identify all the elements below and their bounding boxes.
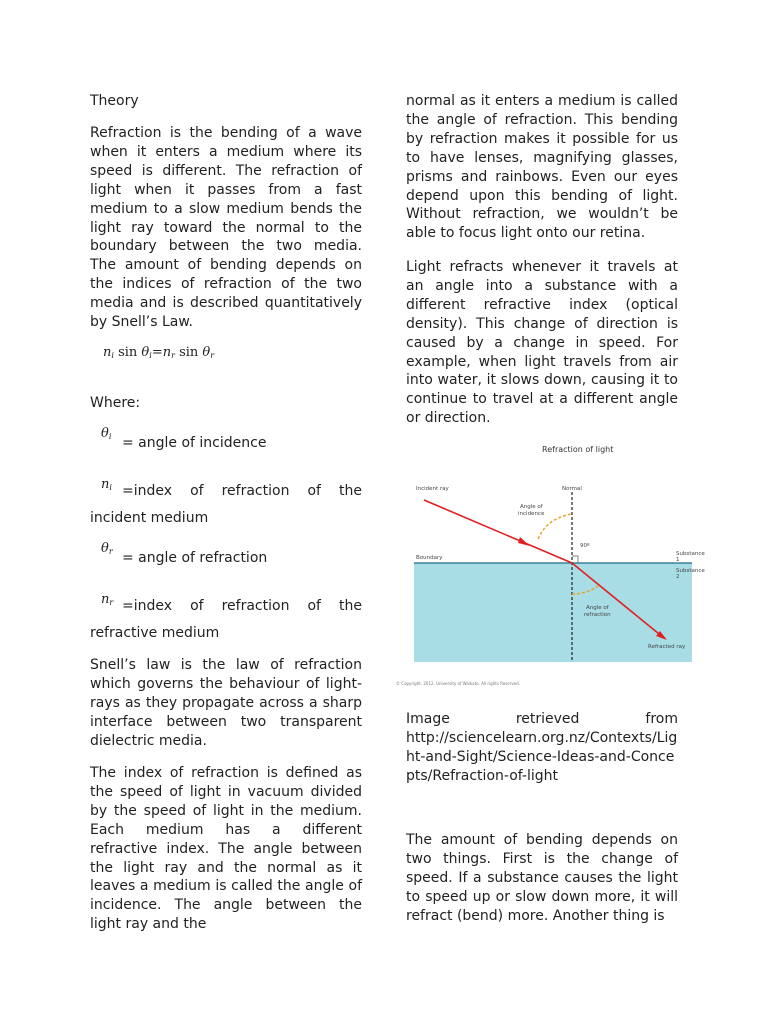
label-angle-of-incidence-1: Angle of	[520, 504, 543, 510]
label-angle-of-refraction-1: Angle of	[586, 605, 609, 611]
paragraph-amount-of-bending: The amount of bending depends on two things. First is the change of speed. If a substance causes the light to speed up or slow down more, it will refract (bend) more. Another thing is	[406, 832, 678, 924]
paragraph-angle-of-refraction: normal as it enters a medium is called the angle of refraction. This bending by refraction makes it possible for us to have lenses, magnifying glasses, prisms and rainbows. Even our eyes depend upon this bending of light. Without refraction, we wouldn’t be able to focus light onto our retina.	[406, 93, 678, 242]
def-angle-of-refraction: = angle of refraction	[122, 550, 268, 566]
label-refracted-ray: Refracted ray	[648, 644, 686, 650]
image-caption-line: Image retrieved from	[406, 711, 678, 727]
incident-ray-arrow	[518, 537, 530, 546]
image-source-url: http://sciencelearn.org.nz/Contexts/Light-and-Sight/Science-Ideas-and-Concepts/Refraction-of-light	[406, 730, 678, 784]
right-angle-mark	[572, 556, 578, 563]
figure-copyright: © Copyright. 2012. University of Waikato. All rights Reserved.	[396, 681, 520, 686]
label-substance-2: Substance 2	[676, 568, 705, 580]
label-ninety-degrees: 90º	[580, 543, 590, 549]
refraction-diagram	[392, 436, 705, 696]
paragraph-snells-law: Snell’s law is the law of refraction which governs the behaviour of light-rays as they propagate across a sharp interface between two transparent dielectric media.	[90, 657, 362, 749]
def-angle-of-incidence: = angle of incidence	[122, 435, 267, 451]
paragraph-index-of-refraction: The index of refraction is defined as the speed of light in vacuum divided by the speed of light in the medium. Each medium has a different refractive index. The angle between the light ray and the normal as it leaves a medium is called the angle of incidence. The angle between the light ray and the	[90, 765, 362, 933]
theta-i-symbol: $\theta_i$	[101, 426, 112, 441]
label-normal: Normal	[562, 486, 582, 492]
section-heading: Theory	[90, 93, 139, 109]
def-index-refractive: =index of refraction of the	[122, 598, 362, 614]
label-substance-1: Substance 1	[676, 551, 705, 563]
def-index-incident-cont: incident medium	[90, 510, 209, 526]
label-boundary: Boundary	[416, 555, 443, 561]
label-angle-of-incidence-2: incidence	[518, 511, 545, 517]
def-index-refractive-cont: refractive medium	[90, 625, 220, 641]
refraction-diagram-svg	[392, 436, 692, 696]
paragraph-light-refracts: Light refracts whenever it travels at an angle into a substance with a different refractive index (optical density). This change of direction is caused by a change in speed. For example, when light travels from air into water, it slows down, causing it to continue to travel at a different angle or direction.	[406, 259, 678, 427]
incidence-arc	[538, 514, 572, 539]
label-angle-of-refraction-2: refraction	[584, 612, 611, 618]
label-incident-ray: Incident ray	[416, 486, 449, 492]
n-r-symbol: $n_r$	[101, 592, 114, 607]
snells-law-equation: $n_i$ $\sin \theta_i=n_r$ $\sin \theta_r$	[103, 345, 215, 360]
where-label: Where:	[90, 395, 141, 411]
theta-r-symbol: $\theta_r$	[101, 541, 113, 556]
def-index-incident: =index of refraction of the	[122, 483, 362, 499]
n-i-symbol: $n_i$	[101, 477, 112, 492]
incident-ray	[424, 500, 572, 563]
figure-title: Refraction of light	[542, 445, 614, 454]
paragraph-refraction-intro: Refraction is the bending of a wave when it enters a medium where its speed is different. The refraction of light when it passes from a fast medium to a slow medium bends the light ray toward the normal to the boundary between the two media. The amount of bending depends on the indices of refraction of the two media and is described quantitatively by Snell’s Law.	[90, 125, 362, 331]
